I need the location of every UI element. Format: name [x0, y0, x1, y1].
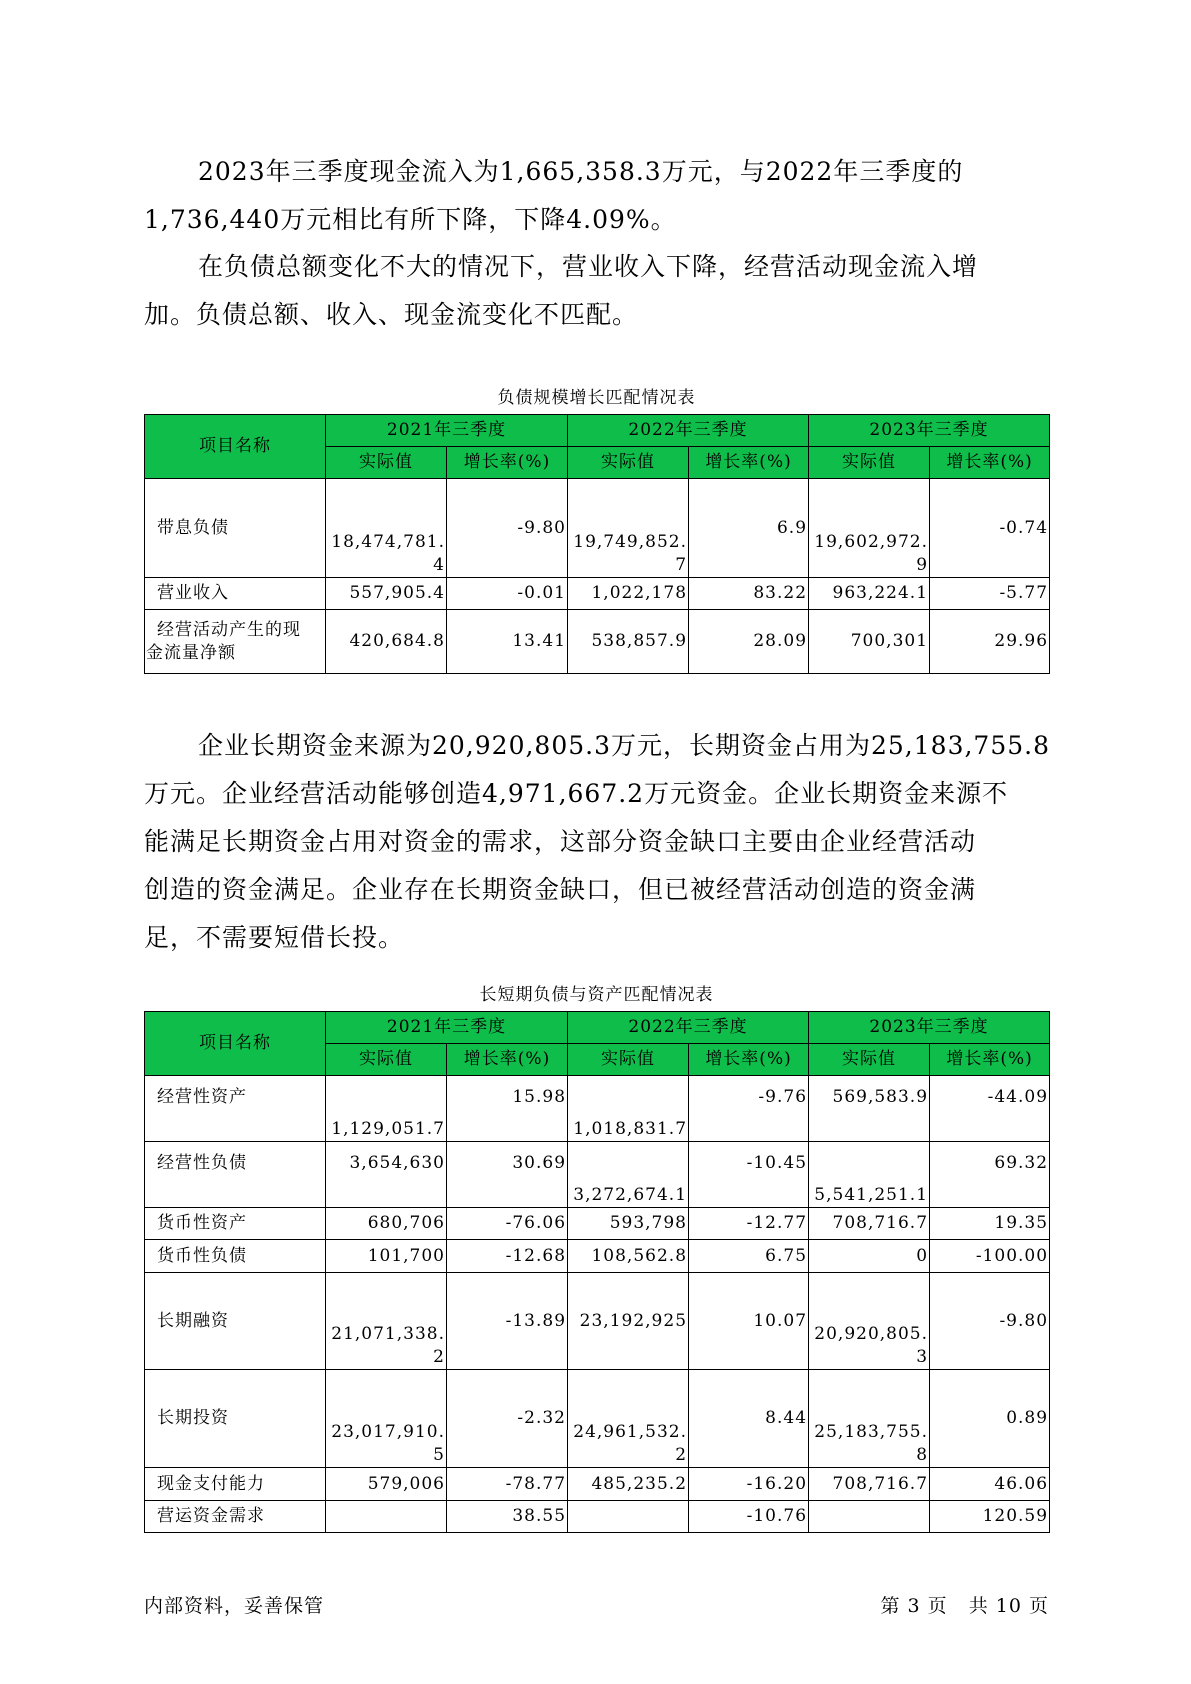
debt-growth-table: [144, 414, 1050, 674]
cell-actual: 1,022,178: [568, 578, 689, 610]
header-item-name: 项目名称: [145, 415, 326, 479]
cell-growth: 0.89: [930, 1370, 1050, 1468]
cell-actual: 3,654,630: [326, 1142, 447, 1208]
paragraph-line: 足，不需要短借长投。: [144, 923, 405, 952]
cell-actual: [809, 1370, 930, 1468]
value-line: 7: [675, 555, 688, 575]
table-row: [145, 479, 1050, 578]
value-line: 21,071,338.: [331, 1324, 445, 1344]
cell-growth: -9.76: [689, 1076, 809, 1142]
value-line: 19,749,852.: [573, 532, 688, 552]
table-row: [145, 1240, 1050, 1273]
cell-growth: 10.07: [689, 1273, 809, 1370]
row-name-line: 经营活动产生的现: [157, 619, 301, 640]
cell-growth: -16.20: [689, 1468, 809, 1501]
cell-actual: [568, 1370, 689, 1468]
cell-actual: [326, 1501, 447, 1533]
table-row: [145, 1501, 1050, 1533]
header-growth: 增长率(%): [447, 1044, 568, 1076]
header-year-2022: 2022年三季度: [568, 1012, 809, 1044]
cell-actual: 108,562.8: [568, 1240, 689, 1273]
cell-actual: 485,235.2: [568, 1468, 689, 1501]
cell-growth: -10.76: [689, 1501, 809, 1533]
value-line: 2: [433, 1347, 445, 1367]
header-growth: 增长率(%): [930, 447, 1050, 479]
paragraph-line: 1,736,440万元相比有所下降，下降4.09%。: [144, 205, 677, 234]
cell-actual: [568, 1501, 689, 1533]
table-row: [145, 1208, 1050, 1240]
paragraph-line: 2023年三季度现金流入为1,665,358.3万元，与2022年三季度的: [198, 157, 964, 186]
cell-growth: -12.68: [447, 1240, 568, 1273]
row-name-line: 金流量净额: [146, 642, 236, 663]
paragraph-line: 在负债总额变化不大的情况下，营业收入下降，经营活动现金流入增: [198, 252, 979, 281]
cell-growth: -5.77: [930, 578, 1050, 610]
cell-growth: 8.44: [689, 1370, 809, 1468]
paragraph-debt-mismatch: [144, 243, 1064, 339]
value-line: 5: [433, 1445, 445, 1465]
header-year-2023: 2023年三季度: [809, 415, 1050, 447]
cell-actual: [809, 479, 930, 578]
cell-actual: [326, 1273, 447, 1370]
cell-actual: [809, 1501, 930, 1533]
cell-actual: 3,272,674.1: [568, 1142, 689, 1208]
cell-growth: 28.09: [689, 610, 809, 674]
paragraph-line: 创造的资金满足。企业存在长期资金缺口，但已被经营活动创造的资金满: [144, 875, 977, 904]
cell-growth: -2.32: [447, 1370, 568, 1468]
header-item-name: 项目名称: [145, 1012, 326, 1076]
paragraph-line: 能满足长期资金占用对资金的需求，这部分资金缺口主要由企业经营活动: [144, 827, 977, 856]
cell-growth: -12.77: [689, 1208, 809, 1240]
table-row: [145, 1468, 1050, 1501]
cell-actual: 557,905.4: [326, 578, 447, 610]
row-name: 营运资金需求: [145, 1501, 326, 1533]
cell-growth: 15.98: [447, 1076, 568, 1142]
value-line: 3: [916, 1347, 929, 1367]
cell-growth: 29.96: [930, 610, 1050, 674]
cell-actual: 420,684.8: [326, 610, 447, 674]
header-year-2022: 2022年三季度: [568, 415, 809, 447]
header-actual: 实际值: [568, 447, 689, 479]
table-row: [145, 1273, 1050, 1370]
value-line: 4: [433, 555, 445, 575]
cell-growth: -9.80: [447, 479, 568, 578]
cell-actual: 700,301: [809, 610, 930, 674]
cell-actual: 593,798: [568, 1208, 689, 1240]
value-line: 19,602,972.: [814, 532, 929, 552]
cell-growth: 38.55: [447, 1501, 568, 1533]
cell-actual: 708,716.7: [809, 1208, 930, 1240]
cell-growth: 19.35: [930, 1208, 1050, 1240]
cell-growth: 6.75: [689, 1240, 809, 1273]
cell-growth: -9.80: [930, 1273, 1050, 1370]
cell-growth: -0.01: [447, 578, 568, 610]
cell-growth: 83.22: [689, 578, 809, 610]
header-year-2021: 2021年三季度: [326, 1012, 568, 1044]
cell-actual: 538,857.9: [568, 610, 689, 674]
cell-actual: 23,192,925: [568, 1273, 689, 1370]
footer-confidential-note: 内部资料，妥善保管: [144, 1595, 325, 1617]
cell-growth: -13.89: [447, 1273, 568, 1370]
paragraph-line: 加。负债总额、收入、现金流变化不匹配。: [144, 300, 639, 329]
header-growth: 增长率(%): [689, 1044, 809, 1076]
header-actual: 实际值: [326, 447, 447, 479]
table-row: [145, 578, 1050, 610]
value-line: 18,474,781.: [331, 532, 445, 552]
value-line: 23,017,910.: [331, 1422, 445, 1442]
paragraph-long-term-funds: [144, 722, 1064, 962]
cell-actual: [568, 479, 689, 578]
row-name: 现金支付能力: [145, 1468, 326, 1501]
cell-actual: 5,541,251.1: [809, 1142, 930, 1208]
table2-caption: 长短期负债与资产匹配情况表: [479, 985, 714, 1005]
header-actual: 实际值: [326, 1044, 447, 1076]
cell-actual: 579,006: [326, 1468, 447, 1501]
cell-growth: 69.32: [930, 1142, 1050, 1208]
asset-liability-table: [144, 1011, 1050, 1533]
row-name: 长期融资: [145, 1273, 326, 1370]
cell-actual: [326, 1370, 447, 1468]
header-growth: 增长率(%): [930, 1044, 1050, 1076]
cell-actual: 569,583.9: [809, 1076, 930, 1142]
value-line: 9: [916, 555, 929, 575]
cell-actual: 963,224.1: [809, 578, 930, 610]
header-year-2023: 2023年三季度: [809, 1012, 1050, 1044]
row-name: 经营性资产: [145, 1076, 326, 1142]
cell-actual: 708,716.7: [809, 1468, 930, 1501]
cell-actual: 680,706: [326, 1208, 447, 1240]
cell-growth: -78.77: [447, 1468, 568, 1501]
paragraph-line: 企业长期资金来源为20,920,805.3万元，长期资金占用为25,183,755.8: [198, 731, 1050, 760]
header-growth: 增长率(%): [689, 447, 809, 479]
value-line: 25,183,755.: [814, 1422, 929, 1442]
footer-page-number: 第 3 页 共 10 页: [880, 1595, 1049, 1617]
cell-growth: -10.45: [689, 1142, 809, 1208]
cell-growth: 13.41: [447, 610, 568, 674]
cell-growth: -44.09: [930, 1076, 1050, 1142]
value-line: 24,961,532.: [573, 1422, 688, 1442]
cell-actual: 1,018,831.7: [568, 1076, 689, 1142]
paragraph-line: 万元。企业经营活动能够创造4,971,667.2万元资金。企业长期资金来源不: [144, 779, 1009, 808]
cell-actual: 101,700: [326, 1240, 447, 1273]
value-line: 8: [916, 1445, 929, 1465]
value-line: 20,920,805.: [814, 1324, 929, 1344]
paragraph-cash-inflow: [144, 148, 1064, 244]
cell-growth: -0.74: [930, 479, 1050, 578]
cell-growth: 46.06: [930, 1468, 1050, 1501]
table-row: [145, 610, 1050, 674]
cell-actual: 1,129,051.7: [326, 1076, 447, 1142]
cell-actual: [809, 1273, 930, 1370]
table-row: [145, 1370, 1050, 1468]
cell-growth: -76.06: [447, 1208, 568, 1240]
row-name: 货币性负债: [145, 1240, 326, 1273]
header-growth: 增长率(%): [447, 447, 568, 479]
cell-growth: -100.00: [930, 1240, 1050, 1273]
row-name: [145, 610, 326, 674]
value-line: 2: [675, 1445, 688, 1465]
cell-growth: 6.9: [689, 479, 809, 578]
row-name: 营业收入: [145, 578, 326, 610]
table1-caption: 负债规模增长匹配情况表: [497, 388, 696, 408]
cell-actual: [326, 479, 447, 578]
table-row: [145, 1076, 1050, 1142]
row-name: 带息负债: [145, 479, 326, 578]
header-actual: 实际值: [809, 447, 930, 479]
cell-actual: 0: [809, 1240, 930, 1273]
row-name: 长期投资: [145, 1370, 326, 1468]
cell-growth: 120.59: [930, 1501, 1050, 1533]
header-actual: 实际值: [809, 1044, 930, 1076]
cell-growth: 30.69: [447, 1142, 568, 1208]
header-actual: 实际值: [568, 1044, 689, 1076]
header-year-2021: 2021年三季度: [326, 415, 568, 447]
row-name: 经营性负债: [145, 1142, 326, 1208]
table-row: [145, 1142, 1050, 1208]
row-name: 货币性资产: [145, 1208, 326, 1240]
